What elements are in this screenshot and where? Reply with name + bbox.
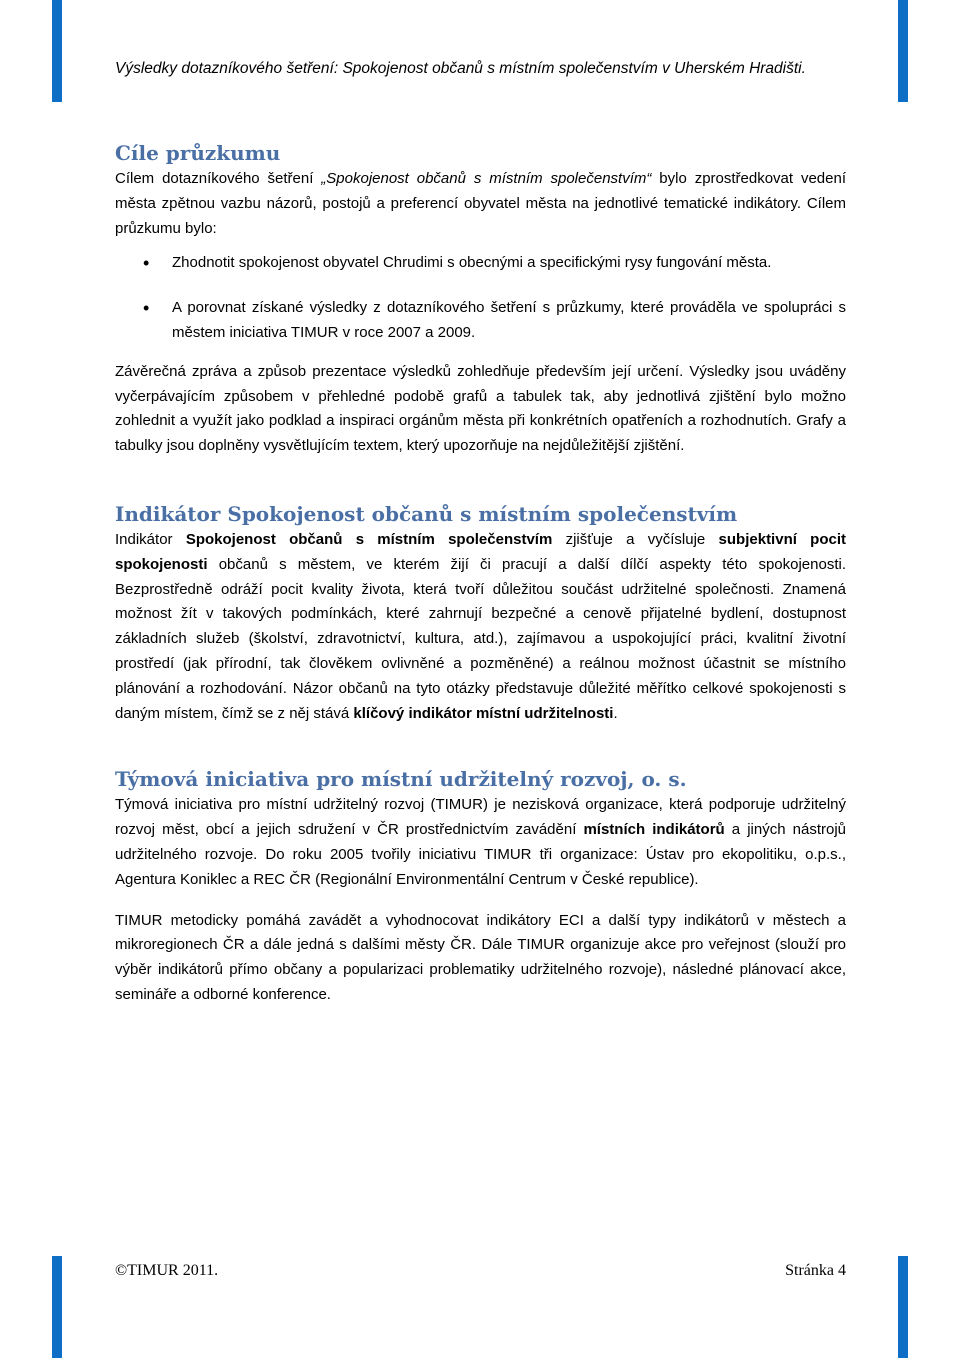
section-heading-timur: Týmová iniciativa pro místní udržitelný rozvoj, o. s. xyxy=(115,767,687,792)
bottom-left-accent-bar xyxy=(52,1256,62,1358)
indicator-text: občanů s městem, ve kterém žijí či pracují a další dílčí aspekty této spokojenosti. Bezprostředně odráží pocit kvality života, která tvoří důležitou součást udržitelné společnosti. Znamená možnost žít v takových podmínkách, které zahrnují bezpečné a cenově přijatelné bydlení, dostupnost základních služeb (školství, zdravotnictví, kultura, atd.), zajímavou a uspokojující práci, kvalitní životní prostředí (jak přírodní, tak člověkem ovlivněné a pozměněné) a reálnou možnost účastnit se místního plánování a rozhodování. Názor občanů na tyto otázky představuje důležité měřítko celkové spokojenosti s daným místem, čímž se z něj stává xyxy=(115,555,846,722)
page-content xyxy=(115,139,846,1008)
list-item: • Zhodnotit spokojenost obyvatel Chrudimi s obecnými a specifickými rysy fungování města. xyxy=(115,251,846,276)
section-heading-indicator: Indikátor Spokojenost občanů s místním společenstvím xyxy=(115,501,738,526)
bottom-right-accent-bar xyxy=(898,1256,908,1358)
timur-text: a jiných nástrojů udržitelného rozvoje. Do roku 2005 tvořily iniciativu TIMUR tři organizace: Ústav pro ekopolitiku, o.p.s., Agentura Koniklec a REC ČR (Regionální Environmentální Centrum v České republice). xyxy=(115,821,847,888)
timur-paragraph-2: TIMUR metodicky pomáhá zavádět a vyhodnocovat indikátory ECI a další typy indikátorů v městech a mikroregionech ČR a dále jedná s dalšími městy ČR. Dále TIMUR organizuje akce pro veřejnost (slouží pro výběr indikátorů přímo občany a popularizaci problematiky udržitelného rozvoje), následné plánovací akce, semináře a odborné konference. xyxy=(115,911,846,1003)
survey-title: „Spokojenost občanů s místním společenstvím“ xyxy=(321,170,652,187)
indicator-paragraph xyxy=(115,528,846,726)
top-right-accent-bar xyxy=(898,0,908,102)
goals-intro-paragraph xyxy=(115,167,846,241)
indicator-name: Spokojenost občanů s místním společenstvím xyxy=(185,530,553,548)
indicator-text: . xyxy=(613,704,618,722)
running-header: Výsledky dotazníkového šetření: Spokojenost občanů s místním společenstvím v Uherském Hradišti. xyxy=(115,60,806,77)
running-footer xyxy=(115,1261,846,1281)
copyright-notice: ©TIMUR 2011. xyxy=(115,1262,219,1279)
list-item: • A porovnat získané výsledky z dotazníkového šetření s průzkumy, které prováděla ve spolupráci s městem iniciativa TIMUR v roce 2007 a 2009. xyxy=(115,296,846,346)
goals-intro-text: Cílem dotazníkového šetření xyxy=(115,170,322,187)
section-heading-goals: Cíle průzkumu xyxy=(115,141,281,165)
indicator-text: zjišťuje a vyčísluje xyxy=(552,530,719,548)
indicator-text: Indikátor xyxy=(115,530,186,548)
goals-intro-text-cont: bylo zprostředkovat vedení města zpětnou vazbu názorů, postojů a preferencí obyvatel města na jednotlivé tematické indikátory. Cílem průzkumu bylo: xyxy=(115,170,847,237)
goals-list xyxy=(115,251,846,345)
timur-emphasis: místních indikátorů xyxy=(583,821,725,839)
timur-paragraph-1 xyxy=(115,793,846,892)
timur-text: Týmová iniciativa pro místní udržitelný rozvoj (TIMUR) je nezisková organizace, která podporuje udržitelný rozvoj měst, obcí a jejich sdružení v ČR prostřednictvím zavádění xyxy=(115,796,846,839)
indicator-emphasis: subjektivní pocit spokojenosti xyxy=(115,530,847,573)
goals-closing-paragraph: Závěrečná zpráva a způsob prezentace výsledků zohledňuje především její určení. Výsledky jsou uváděny vyčerpávajícím způsobem v přehledné podobě grafů a tabulek tak, aby jednotlivá zjištění bylo možno zohlednit a využít jako podklad a inspiraci orgánům města při konkrétních opatřeních a rozhodnutích. Grafy a tabulky jsou doplněny vysvětlujícím textem, který upozorňuje na nejdůležitější zjištění. xyxy=(115,362,846,455)
indicator-emphasis: klíčový indikátor místní udržitelnosti xyxy=(353,704,614,722)
top-left-accent-bar xyxy=(52,0,62,102)
page-number: Stránka 4 xyxy=(785,1262,846,1279)
